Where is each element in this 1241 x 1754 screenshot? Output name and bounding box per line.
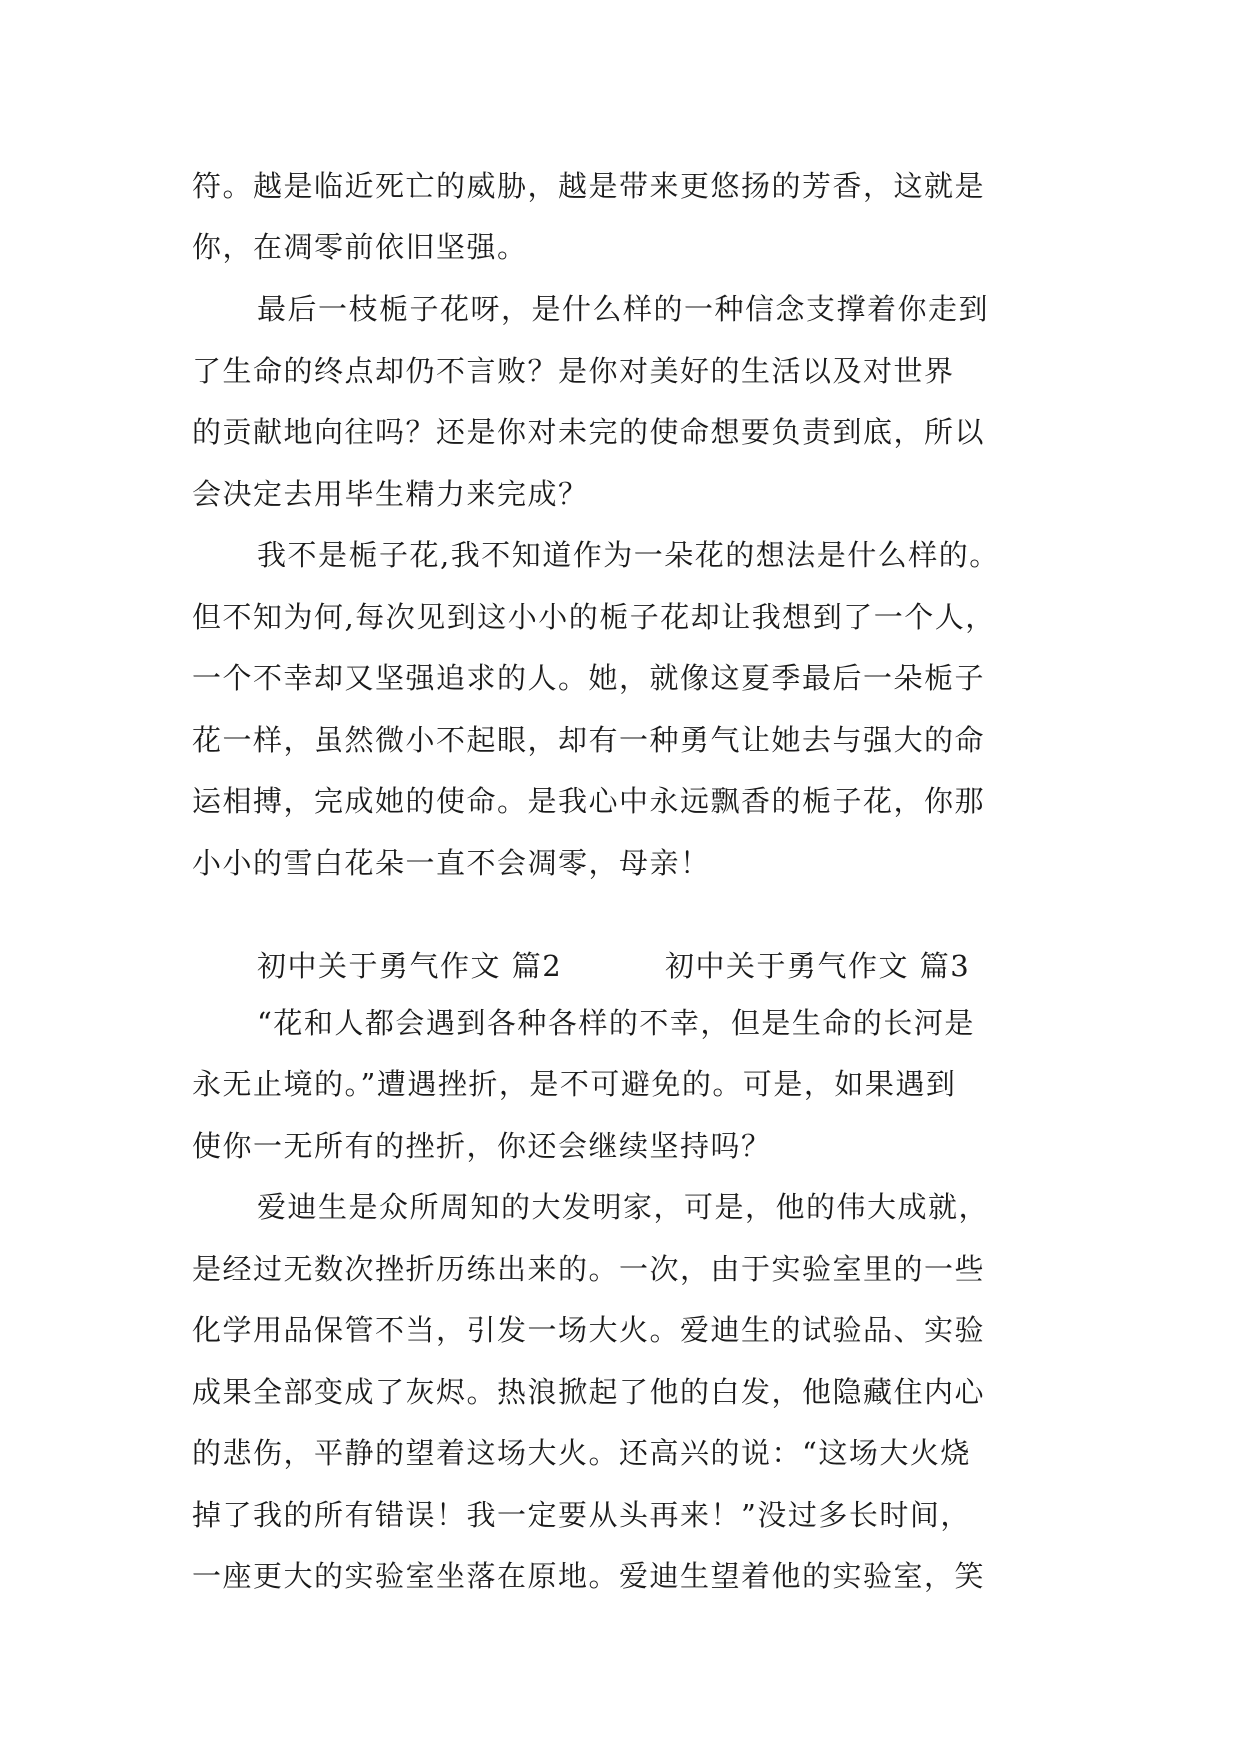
paragraph-line: 一座更大的实验室坐落在原地。爱迪生望着他的实验室，笑 xyxy=(192,1559,986,1593)
paragraph-line: 化学用品保管不当，引发一场大火。爱迪生的试验品、实验 xyxy=(192,1313,986,1347)
paragraph-line: 但不知为何,每次见到这小小的栀子花却让我想到了一个人， xyxy=(192,600,996,634)
paragraph-line: 运相搏，完成她的使命。是我心中永远飘香的栀子花，你那 xyxy=(192,784,986,818)
paragraph-line: 会决定去用毕生精力来完成？ xyxy=(192,477,589,511)
paragraph-line: 爱迪生是众所周知的大发明家，可是，他的伟大成就， xyxy=(257,1190,990,1224)
section-heading-left: 初中关于勇气作文 篇2 xyxy=(257,949,563,983)
paragraph-line: 的悲伤，平静的望着这场大火。还高兴的说：“这场大火烧 xyxy=(192,1436,971,1470)
paragraph-line: 一个不幸却又坚强追求的人。她，就像这夏季最后一朵栀子 xyxy=(192,661,986,695)
section-heading-right: 初中关于勇气作文 篇3 xyxy=(665,949,971,983)
paragraph-line: 使你一无所有的挫折，你还会继续坚持吗？ xyxy=(192,1129,772,1163)
paragraph-line: 掉了我的所有错误！我一定要从头再来！”没过多长时间， xyxy=(192,1498,971,1532)
paragraph-line: 永无止境的。”遭遇挫折，是不可避免的。可是，如果遇到 xyxy=(192,1067,957,1101)
paragraph-line: 花一样，虽然微小不起眼，却有一种勇气让她去与强大的命 xyxy=(192,723,986,757)
paragraph-line: 你，在凋零前依旧坚强。 xyxy=(192,230,528,264)
paragraph-line: 是经过无数次挫折历练出来的。一次，由于实验室里的一些 xyxy=(192,1252,986,1286)
paragraph-line: 最后一枝栀子花呀，是什么样的一种信念支撑着你走到 xyxy=(257,292,990,326)
paragraph-line: 符。越是临近死亡的威胁，越是带来更悠扬的芳香，这就是 xyxy=(192,169,986,203)
paragraph-line: 成果全部变成了灰烬。热浪掀起了他的白发，他隐藏住内心 xyxy=(192,1375,986,1409)
paragraph-line: 的贡献地向往吗？还是你对未完的使命想要负责到底，所以 xyxy=(192,415,986,449)
paragraph-line: 了生命的终点却仍不言败？是你对美好的生活以及对世界 xyxy=(192,354,955,388)
paragraph-line: “花和人都会遇到各种各样的不幸，但是生命的长河是 xyxy=(257,1006,975,1040)
paragraph-line: 小小的雪白花朵一直不会凋零，母亲！ xyxy=(192,846,711,880)
paragraph-line: 我不是栀子花,我不知道作为一朵花的想法是什么样的。 xyxy=(257,538,1000,572)
